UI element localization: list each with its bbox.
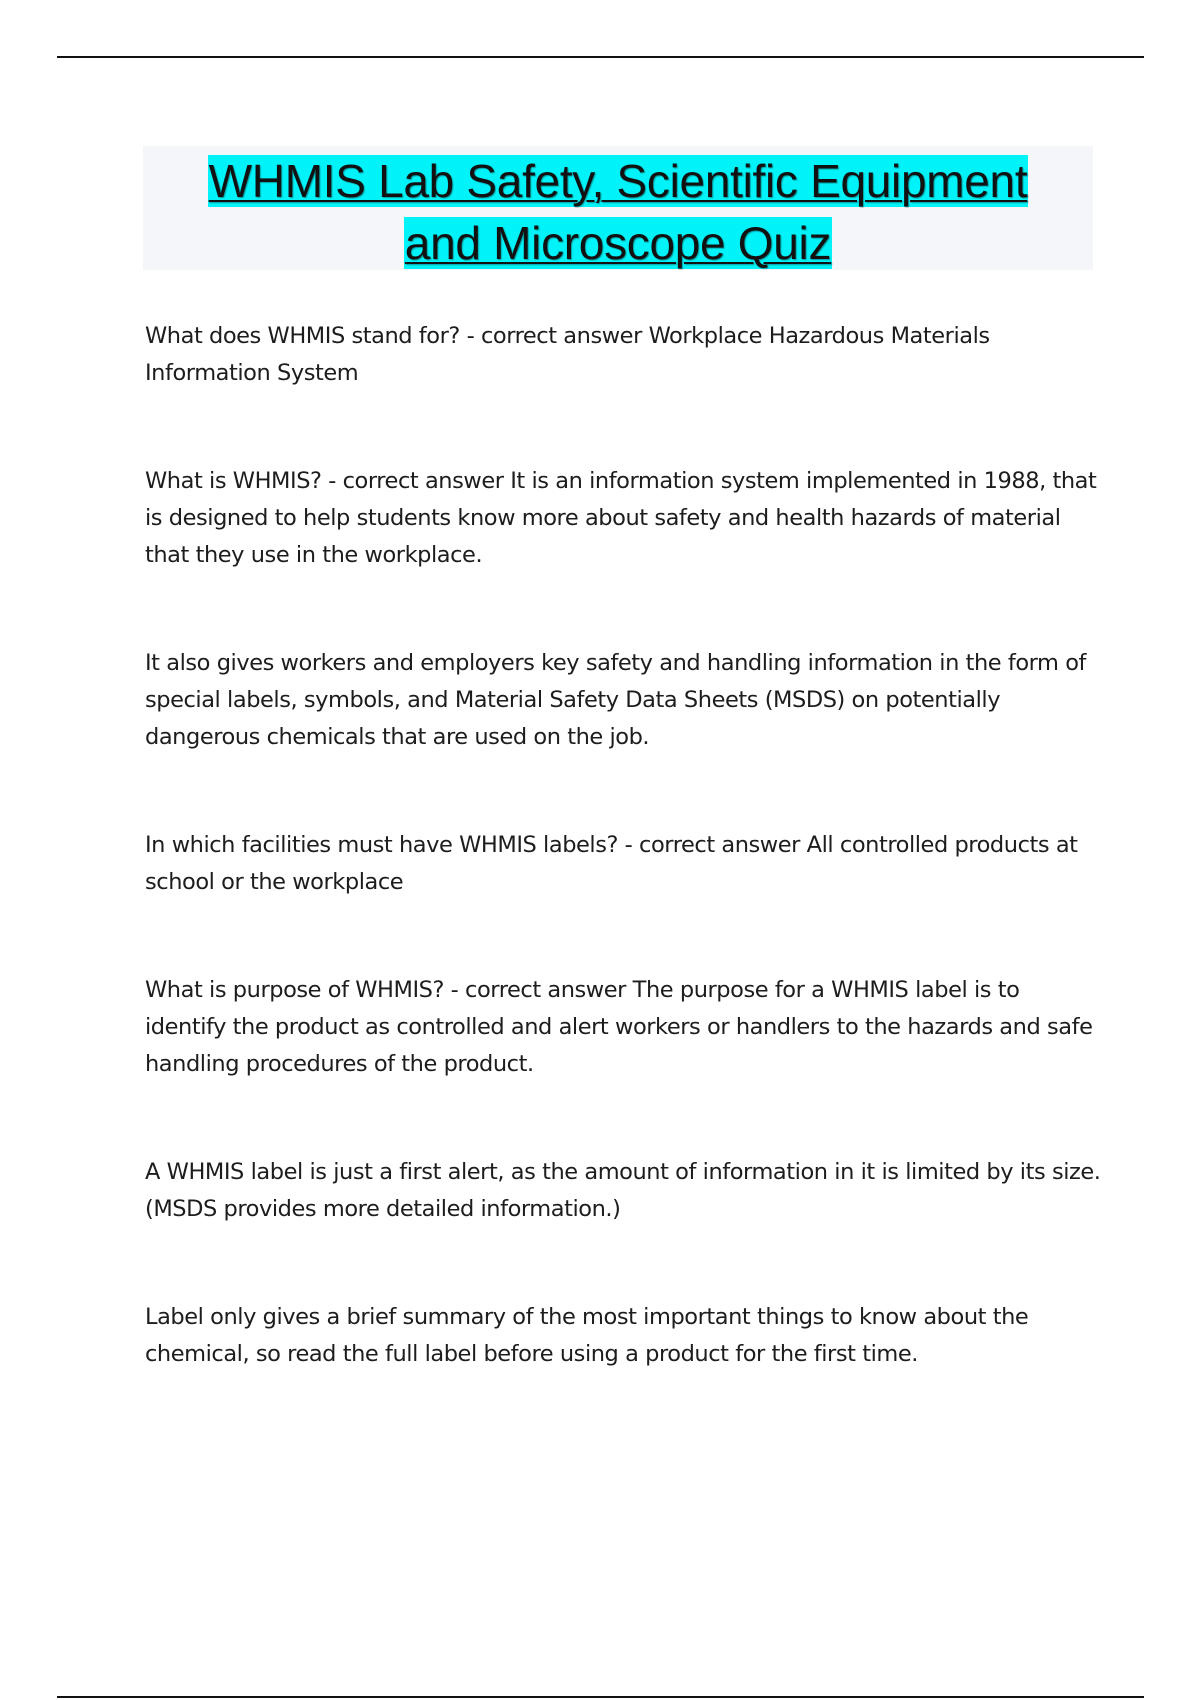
paragraph-whmis-info: It also gives workers and employers key safety and handling information in the form of special labels, symbols, and Material Safety Data Sheets (MSDS) on potentially dangerous chemicals that are used on the job.: [145, 650, 1087, 750]
title-line-1: WHMIS Lab Safety, Scientific Equipment: [208, 155, 1028, 207]
paragraph-whmis-label-summary: Label only gives a brief summary of the most important things to know about the chemical, so read the full label before using a product for the first time.: [145, 1304, 1029, 1367]
paragraph-whmis-acronym: What does WHMIS stand for? - correct answer Workplace Hazardous Materials Information System: [145, 323, 990, 386]
header-rule: [57, 56, 1144, 58]
footer-rule: [57, 1696, 1144, 1698]
paragraph-whmis-purpose: What is purpose of WHMIS? - correct answer The purpose for a WHMIS label is to identify the product as controlled and alert workers or handlers to the hazards and safe handling procedures of the product.: [145, 977, 1093, 1077]
document-title: [143, 146, 1093, 274]
document-body: [145, 318, 1105, 1444]
paragraph-whmis-label-alert: A WHMIS label is just a first alert, as the amount of information in it is limited by its size. (MSDS provides more detailed information.): [145, 1159, 1101, 1222]
paragraph-whmis-facilities: In which facilities must have WHMIS labels? - correct answer All controlled products at school or the workplace: [145, 832, 1078, 895]
paragraph-whmis-definition: What is WHMIS? - correct answer It is an information system implemented in 1988, that is designed to help students know more about safety and health hazards of material that they use in the workplace.: [145, 468, 1097, 568]
title-block: [143, 146, 1093, 270]
title-line-2: and Microscope Quiz: [404, 217, 832, 269]
